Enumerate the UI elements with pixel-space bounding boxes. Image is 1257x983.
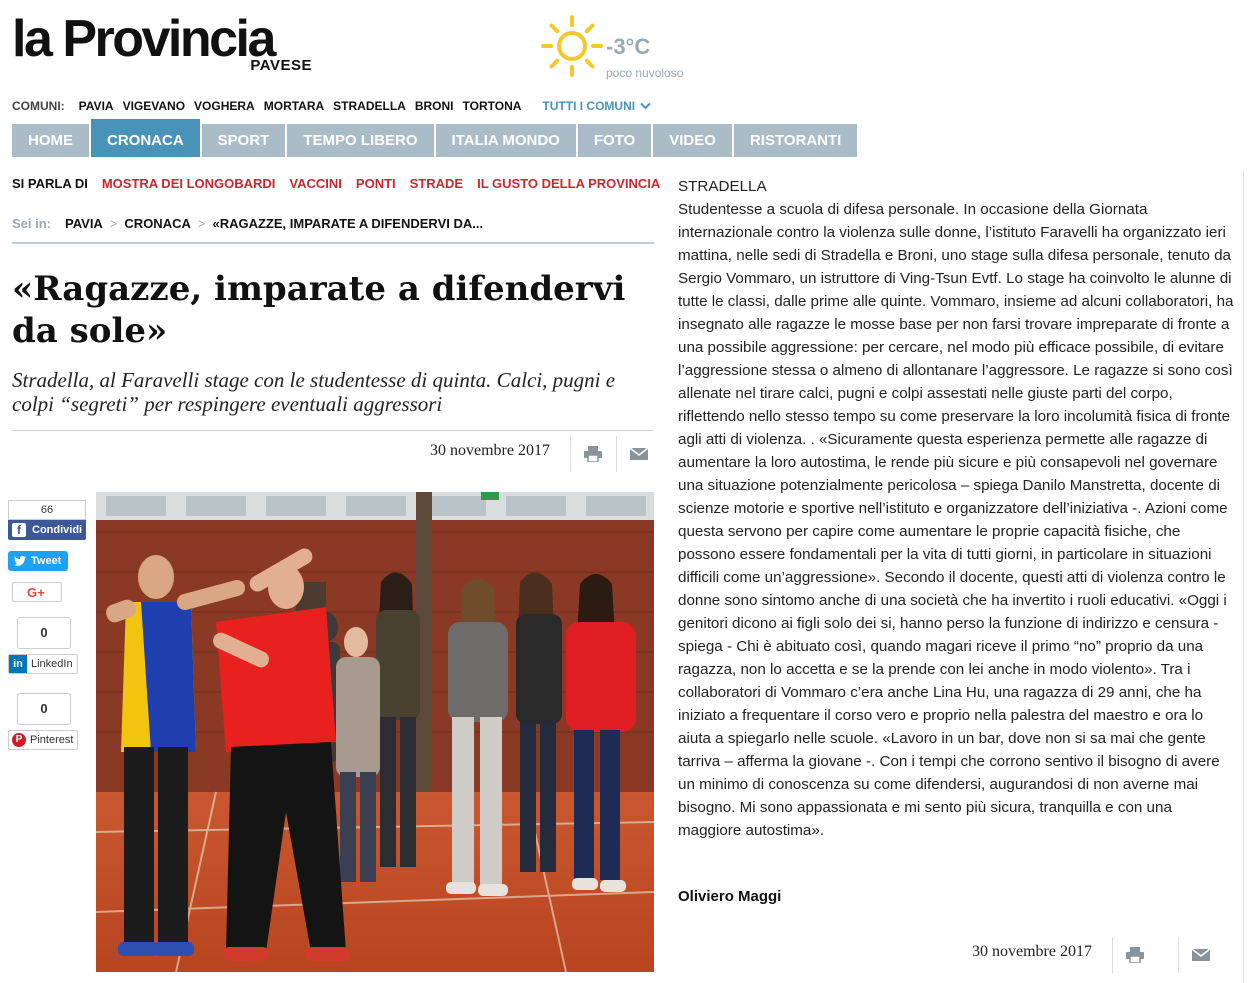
email-icon bbox=[1192, 949, 1210, 961]
logo-main-text: la Provincia bbox=[12, 10, 274, 68]
article-title: «Ragazze, imparate a difendervi da sole» bbox=[12, 269, 626, 351]
tab-home[interactable]: HOME bbox=[12, 124, 89, 157]
facebook-share[interactable] bbox=[8, 500, 86, 540]
article-photo[interactable] bbox=[96, 492, 654, 972]
comuni-bar bbox=[12, 98, 651, 114]
weather-temperature: -3°C bbox=[606, 34, 651, 59]
logo-sub-text: PAVESE bbox=[250, 57, 312, 74]
pinterest-share-label: Pinterest bbox=[30, 734, 74, 746]
tab-tempo-libero[interactable]: TEMPO LIBERO bbox=[287, 124, 433, 157]
trending-label: SI PARLA DI bbox=[12, 176, 88, 191]
comuni-label: COMUNI: bbox=[12, 99, 65, 113]
comune-link-broni[interactable]: BRONI bbox=[414, 99, 454, 113]
breadcrumb-label: Sei in: bbox=[12, 216, 52, 231]
main-nav bbox=[12, 124, 859, 157]
article-meta-bar-bottom bbox=[962, 937, 1242, 973]
topic-link[interactable]: IL GUSTO DELLA PROVINCIA bbox=[477, 176, 661, 191]
facebook-icon: f bbox=[12, 523, 26, 537]
linkedin-share-button[interactable] bbox=[8, 654, 78, 674]
comune-link-voghera[interactable]: VOGHERA bbox=[194, 99, 255, 113]
topic-link[interactable]: STRADE bbox=[409, 176, 464, 191]
weather-description: poco nuvoloso bbox=[606, 66, 684, 80]
print-button[interactable] bbox=[570, 436, 615, 472]
breadcrumb-cronaca[interactable]: CRONACA bbox=[124, 216, 191, 231]
facebook-share-label: Condividi bbox=[32, 524, 83, 536]
breadcrumb-separator: > bbox=[197, 216, 206, 231]
comune-link-vigevano[interactable]: VIGEVANO bbox=[122, 99, 186, 113]
comune-link-pavia[interactable]: PAVIA bbox=[78, 99, 114, 113]
linkedin-icon: in bbox=[9, 655, 27, 673]
article-text: Studentesse a scuola di difesa personale. In occasione della Giornata internazionale contro la violenza sulle donne, l’istituto Faravelli ha organizzato ieri mattina, nelle sedi di Stradella e Broni, uno stage sulla difesa personale, tenuto da Sergio Vommaro, un istruttore di Ving-Tsun Evtf. Lo stage ha coinvolto le alunne di tutte le classi, dalle prime alle quinte. Vommaro, insieme ad alcuni collaboratori, ha insegnato alle ragazze le mosse base per non farsi trovare impreparate di fronte a una possibile aggressione: per cercare, nel modo più efficace possibile, di evitare l’aggressione stessa o almeno di allontanare l’aggressore. Le ragazze si sono così allenate nel tirare calci, pugni e colpi assestati nelle giuste parti del corpo, riflettendo nello stesso tempo su come preservare la loro incolumità fisica di fronte agli atti di violenza. . «Sicuramente questa esperienza permette alle ragazze di aumentare la loro autostima, le rende più sicure e più consapevoli nel governare una situazione potenzialmente pericolosa – spiega Danilo Manstretta, docente di scienze motorie e sportive nell’istituto e organizzatore dell’iniziativa -. Azioni come questa servono per capire come aumentare le proprie capacità fisiche, che possono essere fondamentali per la vita di tutti giorni, in particolare in situazioni difficili come un’aggressione». Secondo il docente, questi atti di violenza contro le donne sono sintomo anche di una società che ha invertito i ruoli educativi. «Oggi i genitori dicono ai figli solo dei si, hanno perso la funzione di indirizzo e censura - spiega - Chi è abituato così, quando magari riceve il primo “no” proprio da una ragazza, non lo accetta e se la prende con lei anche in modo violento». Tra i collaboratori di Vommaro c’era anche Lina Hu, una ragazza di 29 anni, che ha iniziato a frequentare il corso vero e proprio nella palestra del maestro e ora lo aiuta a spiegarlo nelle scuole. «Lavoro in un bar, dove non si sa mai che gente tarriva – afferma la giovane -. Con i tempi che corrono sentivo il bisogno di avere un minimo di conoscenza su come difendersi, augurandosi di non averne mai bisogno. Mi sono appassionata e mi sento più sicura, tranquilla e con una maggiore autostima». bbox=[678, 201, 1234, 839]
linkedin-share-label: LinkedIn bbox=[31, 658, 73, 670]
facebook-share-count: 66 bbox=[8, 500, 86, 520]
comune-link-stradella[interactable]: STRADELLA bbox=[333, 99, 406, 113]
site-logo[interactable] bbox=[12, 12, 322, 74]
all-comuni-dropdown[interactable] bbox=[542, 99, 651, 113]
sun-icon bbox=[540, 14, 604, 78]
google-plus-icon: G+ bbox=[27, 585, 45, 600]
email-icon bbox=[630, 448, 648, 460]
subtitle-divider bbox=[12, 430, 654, 431]
topic-link[interactable]: VACCINI bbox=[289, 176, 342, 191]
print-icon bbox=[1126, 947, 1144, 963]
tab-cronaca[interactable]: CRONACA bbox=[91, 119, 200, 157]
article-location: STRADELLA bbox=[678, 178, 767, 195]
twitter-tweet-label: Tweet bbox=[31, 555, 62, 567]
breadcrumb bbox=[12, 216, 483, 231]
article-date: 30 novembre 2017 bbox=[430, 442, 550, 459]
linkedin-share-count: 0 bbox=[17, 617, 71, 649]
breadcrumb-current: «RAGAZZE, IMPARATE A DIFENDERVI DA... bbox=[212, 216, 484, 231]
pinterest-share-button[interactable] bbox=[8, 730, 78, 750]
email-button-bottom[interactable] bbox=[1178, 937, 1223, 973]
pinterest-share-count: 0 bbox=[17, 693, 71, 725]
article-date-bottom: 30 novembre 2017 bbox=[972, 943, 1092, 960]
breadcrumb-separator: > bbox=[109, 216, 118, 231]
print-icon bbox=[584, 446, 602, 462]
comune-link-mortara[interactable]: MORTARA bbox=[263, 99, 325, 113]
trending-topics bbox=[12, 176, 674, 191]
pinterest-icon: P bbox=[12, 733, 26, 747]
breadcrumb-divider bbox=[12, 242, 654, 244]
twitter-tweet-button[interactable] bbox=[8, 551, 68, 571]
topic-link[interactable]: MOSTRA DEI LONGOBARDI bbox=[101, 176, 276, 191]
article-column-border bbox=[1243, 170, 1244, 983]
chevron-down-icon bbox=[640, 102, 651, 110]
twitter-icon bbox=[14, 556, 26, 566]
print-button-bottom[interactable] bbox=[1112, 937, 1157, 973]
tab-ristoranti[interactable]: RISTORANTI bbox=[734, 124, 857, 157]
topic-link[interactable]: PONTI bbox=[355, 176, 396, 191]
tab-italia-mondo[interactable]: ITALIA MONDO bbox=[436, 124, 576, 157]
breadcrumb-pavia[interactable]: PAVIA bbox=[65, 216, 103, 231]
tab-sport[interactable]: SPORT bbox=[202, 124, 286, 157]
weather-widget[interactable] bbox=[540, 14, 700, 84]
comune-link-tortona[interactable]: TORTONA bbox=[462, 99, 522, 113]
facebook-share-button[interactable] bbox=[8, 520, 86, 540]
google-plus-button[interactable] bbox=[12, 582, 62, 602]
article-body bbox=[678, 175, 1238, 842]
article-subtitle: Stradella, al Faravelli stage con le studentesse di quinta. Calci, pugni e colpi “segreti” per respingere eventuali aggressori bbox=[12, 368, 616, 416]
self-defense-photo-illustration bbox=[96, 492, 654, 972]
tab-video[interactable]: VIDEO bbox=[653, 124, 732, 157]
article-meta-bar-top bbox=[420, 436, 656, 472]
article-author: Oliviero Maggi bbox=[678, 888, 782, 905]
tab-foto[interactable]: FOTO bbox=[578, 124, 651, 157]
email-button[interactable] bbox=[616, 436, 661, 472]
all-comuni-label: TUTTI I COMUNI bbox=[542, 99, 636, 113]
